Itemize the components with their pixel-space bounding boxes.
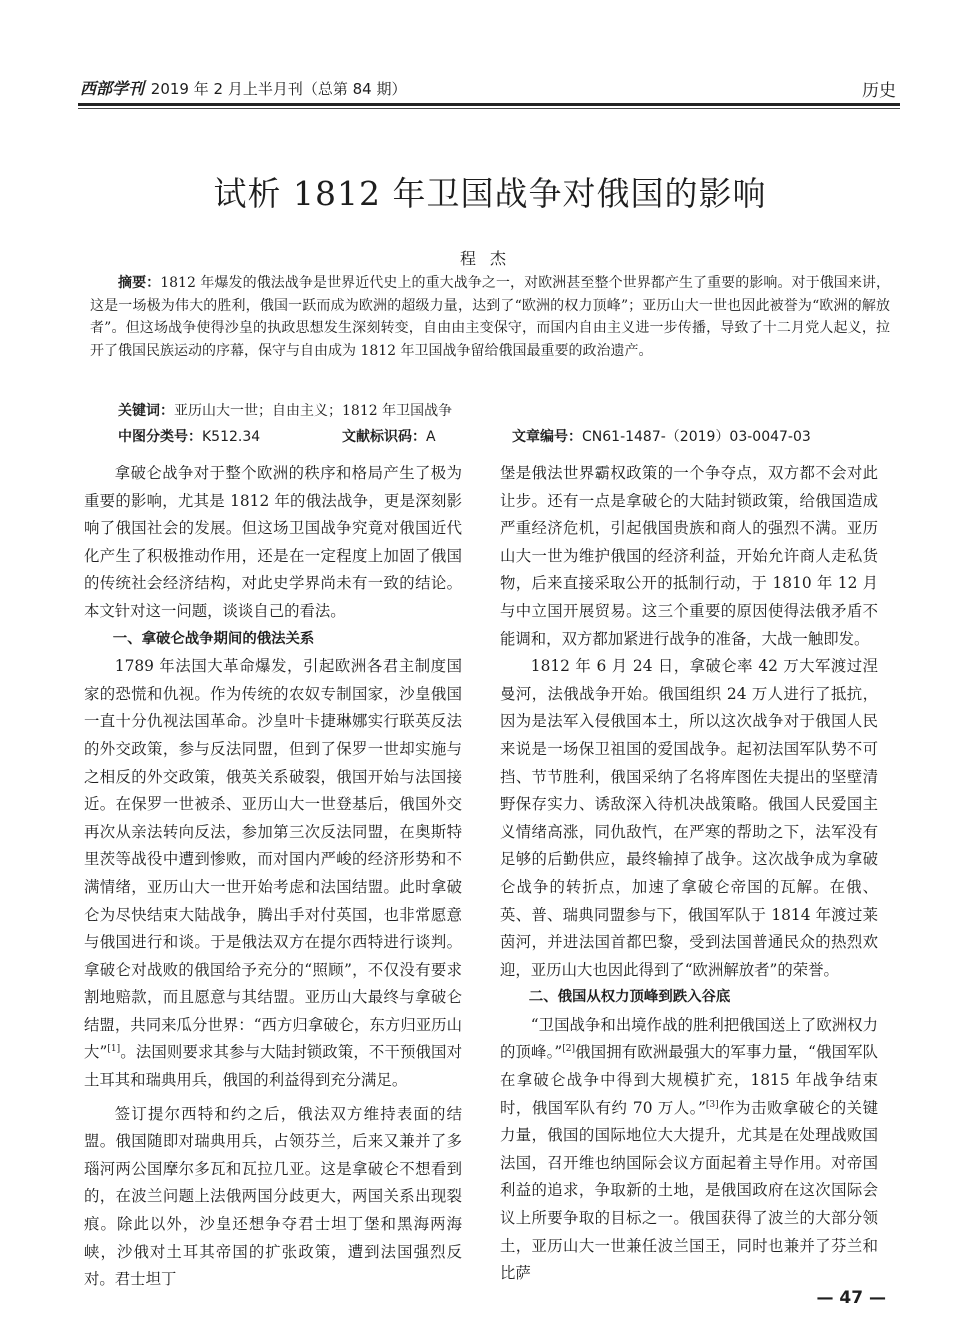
paragraph-text: “卫国战争和出境作战的胜利把俄国送上了欧洲权力的顶峰。” <box>500 1015 878 1062</box>
clc-value: K512.34 <box>202 429 261 445</box>
clc-number <box>118 426 260 446</box>
citation-ref: [3] <box>705 1099 719 1110</box>
article-title: 试析 1812 年卫国战争对俄国的影响 <box>213 174 767 213</box>
art-label: 文章编号： <box>512 429 582 445</box>
document-code <box>342 426 436 446</box>
header-rule <box>78 103 900 106</box>
continued-paragraph: 堡是俄法世界霸权政策的一个争夺点，双方都不会对此让步。还有一点是拿破仑的大陆封锁政策，给俄国造成严重经济危机，引起俄国贵族和商人的强烈不满。亚历山大一世为维护俄国的经济利益，开始允许商人走私货物，后来直接采取公开的抵制行动，于 1810 年 12 月与中立国开展贸易。这三个重要的原因使得法俄矛盾不能调和，双方都加紧进行战争的准备，大战一触即发。 <box>500 464 878 648</box>
section-heading-2: 二、俄国从权力顶峰到跌入谷底 <box>528 989 731 1006</box>
left-column <box>84 460 462 1294</box>
paragraph-text: 1789 年法国大革命爆发，引起欧洲各君主制度国家的恐慌和仇视。作为传统的农奴专制国家，沙皇俄国一直十分仇视法国革命。沙皇叶卡捷琳娜实行联英反法的外交政策，参与反法同盟，但到了保罗一世却实施与之相反的外交政策，俄英关系破裂，俄国开始与法国接近。在保罗一世被杀、亚历山大一世登基后，俄国外交再次从亲法转向反法，参加第三次反法同盟，在奥斯特里茨等战役中遭到惨败，而对国内严峻的经济形势和不满情绪，亚历山大一世开始考虑和法国结盟。此时拿破仑为尽快结束大陆战争，腾出手对付英国，也非常愿意与俄国进行和谈。于是俄法双方在提尔西特进行谈判。拿破仑对战败的俄国给予充分的“照顾”，不仅没有要求割地赔款，而且愿意与其结盟。亚历山大最终与拿破仑结盟，共同来瓜分世界：“西方归拿破仑，东方归亚历山大” <box>84 657 462 1062</box>
doc-value: A <box>426 429 436 445</box>
keywords <box>118 400 452 420</box>
keywords-label: 关键词： <box>118 403 174 419</box>
keywords-text: 亚历山大一世；自由主义；1812 年卫国战争 <box>174 403 453 419</box>
article-number <box>512 426 811 446</box>
running-header <box>80 76 406 99</box>
right-column <box>500 460 878 1288</box>
journal-logo: 西部学刊 <box>80 79 145 98</box>
intro-paragraph: 拿破仑战争对于整个欧洲的秩序和格局产生了极为重要的影响，尤其是 1812 年的俄法战争，更是深刻影响了俄国社会的发展。但这场卫国战争究竟对俄国近代化产生了积极推动作用，还是在一定程度上加固了俄国的传统社会经济结构，对此史学界尚未有一致的结论。本文针对这一问题，谈谈自己的看法。 <box>84 464 462 620</box>
header-rule-thin <box>78 108 900 109</box>
clc-label: 中图分类号： <box>118 429 202 445</box>
page-number: — 47 — <box>816 1288 886 1308</box>
abstract <box>90 272 890 363</box>
abstract-label: 摘要： <box>118 275 161 291</box>
article-author: 程杰 <box>459 249 520 268</box>
citation-ref: [1] <box>107 1044 121 1055</box>
section-heading-1: 一、拿破仑战争期间的俄法关系 <box>112 630 315 647</box>
body-paragraph: 签订提尔西特和约之后，俄法双方维持表面的结盟。俄国随即对瑞典用兵，占领芬兰，后来又兼并了多瑙河两公国摩尔多瓦和瓦拉几亚。这是拿破仑不想看到的，在波兰问题上法俄两国分歧更大，两国关系出现裂痕。除此以外，沙皇还想争夺君士坦丁堡和黑海两海峡，沙俄对土耳其帝国的扩张政策，遭到法国强烈反对。君士坦丁 <box>84 1104 462 1289</box>
doc-label: 文献标识码： <box>342 429 426 445</box>
art-value: CN61-1487-（2019）03-0047-03 <box>582 429 811 445</box>
body-paragraph: 1812 年 6 月 24 日，拿破仑率 42 万大军渡过涅曼河，法俄战争开始。俄国组织 24 万人进行了抵抗，因为是法军入侵俄国本土，所以这次战争对于俄国人民来说是一场保卫祖国的爱国战争。起初法国军队势不可挡、节节胜利，俄国采纳了名将库图佐夫提出的坚壁清野保存实力、诱敌深入待机决战策略。俄国人民爱国主义情绪高涨，同仇敌忾，在严寒的帮助之下，法军没有足够的后勤供应，最终输掉了战争。这次战争成为拿破仑战争的转折点，加速了拿破仑帝国的瓦解。在俄、英、普、瑞典同盟参与下，俄国军队于 1814 年渡过莱茵河，并进法国首都巴黎，受到法国普通民众的热烈欢迎，亚历山大也因此得到了“欧洲解放者”的荣誉。 <box>500 657 878 979</box>
paragraph-text-mid: 俄国拥有欧洲最强大的军事力量，“俄国军队在拿破仑战争中得到大规模扩充，1815 年战争结束时，俄国军队有约 70 万人。” <box>500 1043 879 1117</box>
journal-issue: 2019 年 2 月上半月刊（总第 84 期） <box>150 80 407 98</box>
body-paragraph <box>500 1012 878 1288</box>
paragraph-text-end: 作为击败拿破仑的关键力量，俄国的国际地位大大提升，尤其是在处理战败国法国，召开维也纳国际会议方面起着主导作用。对帝国利益的追求，争取新的土地，是俄国政府在这次国际会议上所要争取的目标之一。俄国获得了波兰的大部分领土，亚历山大一世兼任波兰国王，同时也兼并了芬兰和比萨 <box>500 1098 878 1283</box>
section-label: 历史 <box>862 81 896 101</box>
body-paragraph <box>84 653 462 1095</box>
paragraph-text-end: 。法国则要求其参与大陆封锁政策，不干预俄国对土耳其和瑞典用兵，俄国的利益得到充分满足。 <box>84 1043 462 1090</box>
abstract-text: 1812 年爆发的俄法战争是世界近代史上的重大战争之一，对欧洲甚至整个世界都产生了重要的影响。对于俄国来讲，这是一场极为伟大的胜利，俄国一跃而成为欧洲的超级力量，达到了“欧洲的权力顶峰”；亚历山大一世也因此被誉为“欧洲的解放者”。但这场战争使得沙皇的执政思想发生深刻转变，自由由主变保守，而国内自由主义进一步传播，导致了十二月党人起义，拉开了俄国民族运动的序幕，保守与自由成为 1812 年卫国战争留给俄国最重要的政治遗产。 <box>90 275 891 360</box>
citation-ref: [2] <box>562 1044 576 1055</box>
